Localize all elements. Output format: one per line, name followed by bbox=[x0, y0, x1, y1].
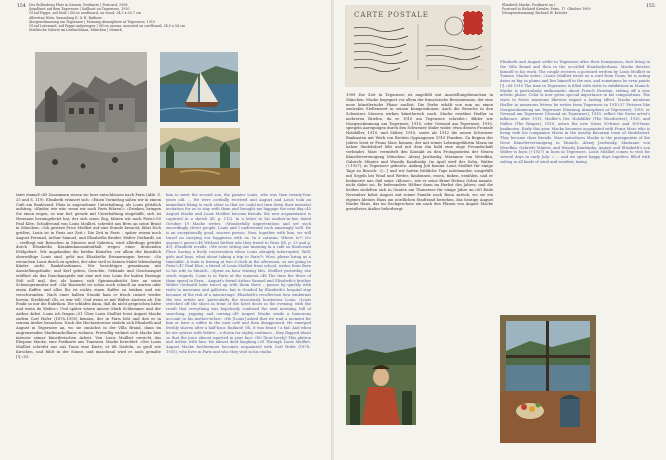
left-page bbox=[0, 0, 332, 460]
painting-figure bbox=[346, 325, 416, 425]
text-column-english bbox=[500, 60, 650, 308]
text-column-german bbox=[16, 193, 161, 455]
painting-sailboat bbox=[160, 52, 238, 122]
body-paragraph: him to meet the second son, the painter Louis, who was then twenty-four years old. … We were cordially received and August and Louis took an immediate liking to each other so that we could not turn down their insistent invitation for us to stay with them and brought me luggage the next day.«45 August Macke and Louis Moilliet become friends: the new acquaintance is captured in a sketch (ill. p. 112). In a letter to his mother-in-law dated October 19 Macke writes: »Wonderfully unpretentious and yet such exceedingly clever people. Louis and I understand each amazingly well. He is an exceptionally good, sincere person. Now, together with him, we will travel on carrying our happiness with us. In a caravan. Where to?! It's anyone's guess!«46 Without further ado they travel to Paris (ill. p. 25 and p. 45). Elisabeth recalls: »We were sitting one morning in a café on Boulevard Place having a lively conversation when Louis abruptly interrupted. Well, girls and boys, what about taking a trip to Paris?« Wise, please bring us a timetable. A train is leaving at two o'clock in the afternoon, so are going to Paris!«47 Paul Klee, a friend of Louis Moilliet from school, writes from Bern to his wife in Munich: »Spent an hour visiting Mrs. Moilliet yesterday, she sends regards. Louis is in Paris at the moment.«48 The time the three of them spend in Paris – August's friend Arthur Samuel and Elisabeth's brother Walter Gerhardt later travel up with them there – passes by quickly with visits to museums and galleries, but is clouded by Elisabeth's hospital stay because of the risk of a miscarriage. Elisabeth's recollection how exuberant the two artists are, particularly the vivaciously boisterous Louis: »Louis switched off the shoes in front of the hotel doors in the evening, with the result that everything was hopelessly confused the next morning, full of searching, yapping and cursing.«49 August Macke sends a humorous account to his mother-in-law: »He [Louis] asked that we wait a moment for him or have a coffee in the next café and then disappeared. He emerged freshly shaven after a half-hour. Radiant! Oh, it was beaut ! a fad. And when he ate oysters with Walter – a dozen for eighty centimes – they flapped about so that the juice almost squirted in your face. Oh! [how lovely] This glutton and Arthur with him. He almost died laughing.«50 Through Louis Moilliet, August Macke furthermore becomes acquainted with Carl Hofer (1878–1955), who lives in Paris and who they visit in his studio. bbox=[166, 193, 311, 354]
body-paragraph: 1909 Die Zeit in Tegernsee ist angefüllt mit Ausstellungsbesuchen in München. Macke begegnet vor allem der französische Bessionismus, der eine neue künstlerische Phase auslöst. Die Farbe erhält von nun an einen zentralen Stellenwert in seinen Kompositionen. Auch die Besuche in den Schweizer Museen wirken künstlerisch nach. Macke erwähnt Hodler in mehreren Briefen, da er 1910 am Tegernsee schreibt:« Bilder wie Morgenstimmung am Tegernsee, 1910, oder Gewand am Tegernsee, 1910, spiegeln Anregungen durch den Schweizer Maler wider, etwa dessen Frontale Holzfäller, 1910, und Mäher, 1910, sowie als 1912 die neuen Schweizer Banknoten mit Werk von Breiten Oppungenen 1910 Franken. Zu Beginn des Jahres lernt er Franz Marc kennen, der mit seiner Lebensgefährtin Maria im nahen Sindelsdorf lebt und mit dem ihn bald eine enge Freundschaft verbindet. Marc vermittelt den Kontakt zu den Protagonisten der Neuen Künstlervereinigung München: Alexej Jawlensky, Marianne von Werefkin, Gabriele Münter und Wassily Kandinsky. Im April wird der Sohn, Walter (†1927), in Tegernsee geboren. Anfang Juli kommt Louis Moilliet für einige Tage zu Besuch: »[…] und wir hatten fröhliche Tage miteinander, ausgefüllt mit Segeln bei Wind und Wetter, fandonnen, essen, tinken, erzählen, und er bedauerte nur, daß seine »Klosse«, wie er seine Braut Helene Gobat nannte, nicht dabei sei. Er befreundete Hélène dann im Herbst des Jahres, und die beiden siedelten sich in Gunten am Thunersee für einige Jahre an.«60 Ende November kehrt August mit seiner Familie nach Bonn zurück, wo sie ein eigenes kleines Haus am nördlichen Stadtrand beziehen, das heutige August Macke Haus, das im Dachgeschoss ein nach den Plänen von August Macke gestaltetes Atelier beherbergt. bbox=[346, 93, 493, 211]
body-paragraph: tatet einmal!«49 Zusammen reisen sie kurz entschlossen nach Paris (Abb. S. 25 und S. 119). Elisabeth erinnert sich: »Einen Vormittag saßen wir in einem Café am Boulevard, Platz in angenehmer Unterhaltung, als Louis plötzlich aufstieg, »Kinder, wie wär, wenn wir noch Paris führen!« »Drinken, bringen Sie einen engen, es war tief, gerade mit Unterhaltung eingehüllt, sich ist Hermann herumgehetzt hat, der sich eines Zug, fahren wir nach Paris!«50 Paul Klee, Schulfreund von Louis Moilliet, schreibt aus Bern an seine Braut in München: »Ich gestern Price Moilliet auf eine Stunde besucht; fährt Dich grüßen, Louis ist in Paris zur Zeit.« Die Zeit in Paris – später reisen noch August Ferenad, Arthur Samuel, und Elisabeths Bruder, Walter Gerhardt, an – verfliegt mit Besuchen in Museen und Galerien, wird allerdings getrübt durch Elisabeths Krankenhausaufenthalt wegen einer drohenden Fehlgeburt. Wir angelanden die beiden Künstler, vor allem der künstlich oberwältige Louis sind, geht aus Elisabeths Erinnerungen hervor: »So versuchen Louis durch zu spielen, der aber weil es keinen Maler lebenslustig Kinder nicht, Bankslusitianen. Wir besichtigen gemeinsam mit Ausstellungsthalie, und Kerl geben, Gesichte, Gebäude und Geschauspiel eröffnet als das Donchauspeile mit eine mit was Louis ihr hatten Bezeuge Süß soll mal, der, als kamen sich Spinnenabsicht bier an seine Schwiegermutter auf: »Ihr Bonisicht ist schon noch schnell an warten oder einen Kaffee und alles Ihr ist nichts einen Kaffee zu trinken und wir verschwunden. Nach einer halben Stunde kam er frisch rasiert wieder herein. Strahlend! Oh, es war toll. Und wenn er mit Walter Austern ab. Die Ponkt so nur die Rubrikon. Die schlafen dann, daß du nicht gesprochen hätte und wenn du Walter.« Und später wären unsere Mark Schlemmer und der Arthur dabei. Louis ich fragen.«51 Über Louis Moilliet lernt August Macke zudem Carl Hofer (1878–1955) kennen, der in Paris lebt und den er in seinem Atelier besuchen. Nach der Hochzeitsreise siedeln sich Elisabeth und August in Tegernsee an, wo sie zunächst in der Villa Brand, dann im angrenzenden Stadtmachelhaus wohnen. Freiwillig widmet sich Macke hier intensiv seiner künstlerischen Arbeit. Von Louis Moilliet erreicht das Ehepaar Macke, eine Postkarte aus Tunesien. Macke berichtet: »Der Louis Moilliet schreibt uns aus Tunis eine Karte, er ißt Datteln, so groß wie Kirschen, und fühlt in der Sonne, und manchmal wird er auch gemalte [!].«53 bbox=[16, 193, 161, 359]
caption-block bbox=[29, 3, 259, 32]
caption-line: (Morgenstimmung) Richard W. Kreuler bbox=[502, 11, 568, 16]
caption-line: Morgenstimmung am Tegernsee | Morning Atmosphere at Tegernsee, 1910 bbox=[29, 19, 156, 24]
postcard-image bbox=[346, 6, 490, 86]
body-paragraph: Elisabeth and August settle in Tegernsee after their honeymoon, first living in the Villa Brand and then in the so-called Staudacherhaus. Macke devotes himself to his work. The couple receives a postcard written by Louis Moilliet in Tunisia. Macke notes: »Louis Moilliet wrote us a card from Tunis; he is eating dates as big as plums and lies himself in the sun, and sometimes he even paints [!].«56 1910 The time in Tegernsee is filled with visits to exhibitions in Munich. Macke is particularly enthusiastic about French Fauvism, setting off a new artistic phase. Color is now given special importance in his compositions. The visits to Swiss museums likewise impart a lasting effect. Macke mentions Hodler in numerous letters he writes from Tegernsee in 1910.57 Pictures like Morgenstimmung am Tegernsee (Morning Atmosphere at Tegernsee), 1910, or Gewand am Tegernsee (Ground on Tegernsee), 1910, reflect the Swiss artist's influence. After 1911, Hodler's Der Holzfäller (The Woodcutter), 1910, and Mäher (The Reaper), 1910, adorn the new Swiss 50-franc and 100-franc banknotes. Early this year, Macke becomes acquainted with Franz Marc who is living with his companion Maria in the nearby Bavarian town of Sindelsdorf. They become close friends. Marc introduces Macke to the protagonists of the Neue Künstlervereinigung in Munich: Alexej Jawlensky, Marianne von Werefkin, Gabriele Münter, and Wassily Kandinsky. August and Elisabeth's son Walter is born (†1927) in born in Tegernsee. Louis Moilliet comes to visit for several days in early July: » … and we spent happy days together, filled with sailing in all kinds of wind and weather, lazing bbox=[500, 60, 650, 164]
caption-line: Öl auf Pappe, auf Holz | Oil on cardboard, on wood, 34,3 x 50,7 cm bbox=[29, 11, 141, 16]
page-number: 155 bbox=[646, 4, 655, 9]
text-column-english bbox=[166, 193, 311, 455]
photo-postcard-sarnen bbox=[35, 52, 147, 186]
caption-line: Öl auf Leinwand, auf Pappe aufgezogen | Oil on canvas, mounted on cardboard, 34,5 x 54 cm bbox=[29, 24, 186, 29]
painting-morning-atmosphere bbox=[160, 128, 240, 186]
caption-line: Segelboot auf dem Tegernsee | Sailboat on Tegernsee, 1910 bbox=[29, 7, 130, 12]
caption-line: Elisabeth Macke, Postkarte an | bbox=[502, 3, 556, 7]
caption-line: Albertina Wien, Sammlung E. & H. Batliner bbox=[29, 15, 103, 20]
caption-line: Postcard to Richard Kreuler, Paris, 17. Oktober 1909 bbox=[502, 7, 591, 12]
page-number: 154 bbox=[17, 4, 26, 9]
caption-line: Der Bollenberg Platz in Sarnen, Postkarte | Postcard, 1908 bbox=[29, 3, 128, 7]
postcard-header: CARTE POSTALE bbox=[354, 11, 429, 19]
caption-line: Städtische Galerie im Lenbachhaus, München | Munich bbox=[29, 28, 122, 33]
right-page bbox=[334, 0, 666, 460]
caption-block bbox=[502, 3, 642, 16]
painting-window-scene bbox=[500, 315, 596, 443]
